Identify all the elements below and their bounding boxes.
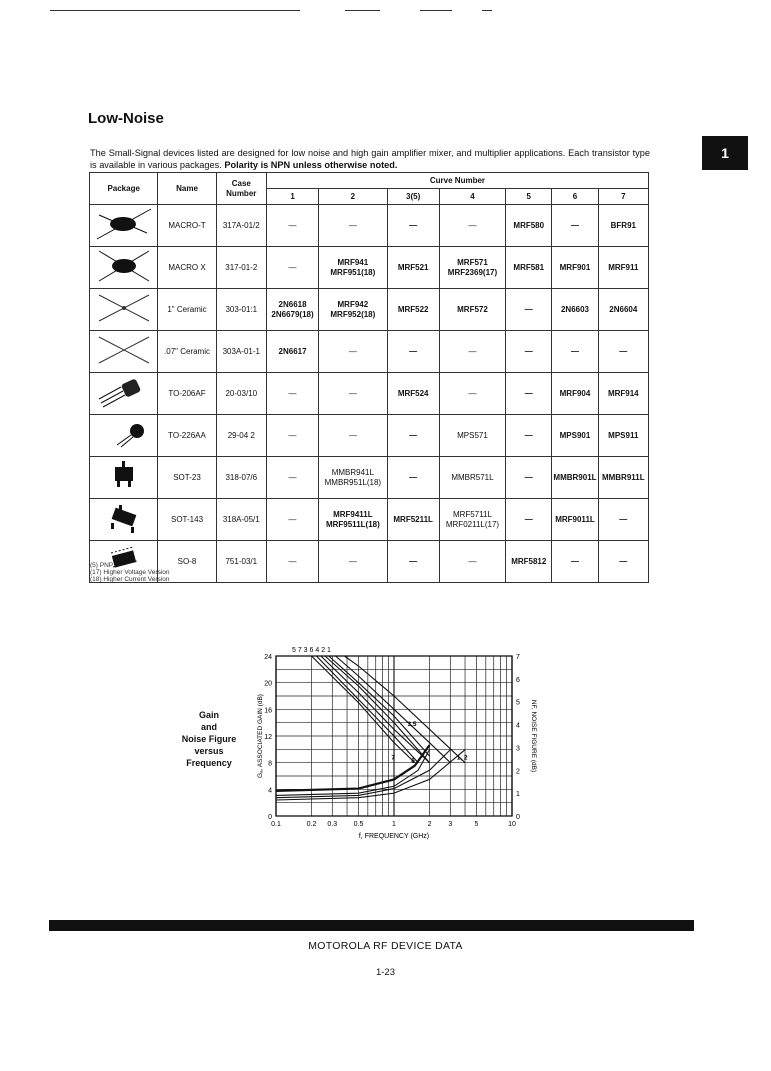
curve-3-cell: MRF524 [387,373,439,415]
header-curve-7: 7 [598,189,648,205]
x-axis-label: f, FREQUENCY (GHz) [358,833,430,840]
curve-3-cell: — [387,457,439,499]
y-right-tick-label: 3 [516,745,520,753]
curve-4-cell: MPS571 [439,415,505,457]
y-left-tick-label: 0 [268,814,272,821]
curve-3-cell: — [387,205,439,247]
curve-7-cell: 2N6604 [598,289,648,331]
small-ceramic-package-icon [93,331,155,369]
curve-5-cell: MRF581 [506,247,552,289]
curve-2-cell: MRF941 MRF951(18) [319,247,387,289]
x-tick-label: 0.5 [353,821,364,828]
curve-7-cell: BFR91 [598,205,648,247]
x-tick-label: 2 [427,821,432,828]
y-right-tick-label: 4 [516,722,520,730]
case-number-cell: 317A-01/2 [216,205,266,247]
caption-line: Gain [198,710,219,720]
table-row [90,415,649,457]
curve-3-cell: — [387,541,439,583]
device-name-cell: 1" Ceramic [158,289,216,331]
y-right-tick-label: 7 [516,654,520,661]
curve-4-cell: MRF572 [439,289,505,331]
nf-curve [276,750,465,800]
header-curve-3: 3(5) [387,189,439,205]
curve-6-cell: 2N6603 [552,289,598,331]
curve-4-cell: — [439,373,505,415]
note: (17) Higher Voltage Version [90,569,170,576]
x-tick-label: 1 [392,821,396,828]
case-number-cell: 318A-05/1 [216,499,266,541]
to206af-package-icon [93,373,155,411]
y-right-tick-label: 5 [516,699,520,707]
curve-2-cell: MRF942 MRF952(18) [319,289,387,331]
header-name: Name [158,173,216,205]
y-right-tick-label: 0 [516,814,520,821]
table-row [90,247,649,289]
curve-6-cell: MPS901 [552,415,598,457]
curve-2-cell: — [319,331,387,373]
to226aa-package-icon [93,415,155,453]
footer-bar [49,920,694,931]
curve-6-cell: MRF9011L [552,499,598,541]
table-row [90,331,649,373]
curve-6-cell: MRF904 [552,373,598,415]
table-row [90,289,649,331]
caption-line: and [200,722,217,732]
curve-5-cell: — [506,499,552,541]
curve-4-cell: MRF571 MRF2369(17) [439,247,505,289]
curve-2-cell: — [319,415,387,457]
curve-1-cell: — [266,415,318,457]
device-name-cell: TO-226AA [158,415,216,457]
curve-3-cell: — [387,415,439,457]
top-rule-right [482,10,492,11]
curve-6-cell: — [552,205,598,247]
caption-line: Frequency [186,758,232,768]
header-case: Case Number [216,173,266,205]
package-cell [90,415,158,457]
package-cell [90,247,158,289]
top-rule-mid2 [420,10,452,11]
y-left-tick-label: 4 [268,787,272,795]
curve-1-cell: 2N6618 2N6679(18) [266,289,318,331]
curve-top-labels: 5 7 3 6 4 2 1 [292,647,331,654]
curve-5-cell: — [506,331,552,373]
section-tab-marker: 1 [702,136,748,170]
y-right-tick-label: 1 [516,791,520,799]
curve-1-cell: — [266,499,318,541]
curve-4-cell: MRF5711L MRF0211L(17) [439,499,505,541]
curve-4-cell: MMBR571L [439,457,505,499]
case-number-cell: 29-04 2 [216,415,266,457]
caption-line: versus [194,746,224,756]
curve-2-cell: — [319,373,387,415]
y-left-tick-label: 20 [264,680,272,688]
table-row [90,499,649,541]
y-left-axis-label: Gₐ, ASSOCIATED GAIN (dB) [257,694,264,778]
gain-curve-4 [329,656,430,756]
curve-6-cell: MRF901 [552,247,598,289]
table-notes [90,562,170,583]
curve-2-cell: — [319,541,387,583]
curve-6-cell: MMBR901L [552,457,598,499]
y-left-tick-label: 8 [268,760,272,768]
curve-1-cell: 2N6617 [266,331,318,373]
device-name-cell: SO-8 [158,541,216,583]
curve-3-cell: MRF5211L [387,499,439,541]
note: (18) Higher Current Version [90,576,170,583]
y-left-tick-label: 16 [264,707,272,715]
package-cell [90,457,158,499]
device-name-cell: .07" Ceramic [158,331,216,373]
header-curve-1: 1 [266,189,318,205]
note: (5) PNP [90,562,114,569]
intro-text: The Small-Signal devices listed are designed for low noise and high gain amplifier mixer, and multiplier applications. Each transistor type is available in various packages. [90,148,650,170]
curve-4-cell: — [439,541,505,583]
gain-noise-chart [248,640,548,850]
curve-7-cell: — [598,331,648,373]
y-right-axis-label: NF, NOISE FIGURE (dB) [530,699,537,773]
macro-x-package-icon [93,247,155,285]
curve-5-cell: MRF580 [506,205,552,247]
sot23-package-icon [93,457,155,495]
curve-6-cell: — [552,541,598,583]
curve-2-cell: — [319,205,387,247]
curve-7-cell: — [598,499,648,541]
curve-7-cell: MRF914 [598,373,648,415]
header-curve-2: 2 [319,189,387,205]
curve-7-cell: MPS911 [598,415,648,457]
package-cell [90,331,158,373]
chart-caption [160,709,258,769]
case-number-cell: 303-01:1 [216,289,266,331]
ceramic-package-icon [93,289,155,327]
curve-1-cell: — [266,247,318,289]
page-number: 1-23 [375,967,395,978]
caption-line: Noise Figure [181,734,237,744]
device-name-cell: MACRO X [158,247,216,289]
device-table [89,172,649,583]
curve-3-cell: — [387,331,439,373]
curve-1-cell: — [266,205,318,247]
footer-title: MOTOROLA RF DEVICE DATA [308,940,463,952]
table-row [90,457,649,499]
curve-4-cell: — [439,205,505,247]
curve-4-cell: — [439,331,505,373]
x-tick-label: 0.3 [327,821,338,828]
device-name-cell: TO-206AF [158,373,216,415]
package-cell [90,205,158,247]
curve-label: 1, 2 [456,754,468,762]
curve-1-cell: — [266,373,318,415]
header-curve-4: 4 [439,189,505,205]
curve-label: 3,5 [407,721,417,728]
top-rule-left [50,10,300,11]
macro-t-package-icon [93,205,155,243]
header-package: Package [90,173,158,205]
package-cell [90,289,158,331]
x-tick-label: 3 [448,821,453,828]
curve-5-cell: MRF5812 [506,541,552,583]
header-curve-5: 5 [506,189,552,205]
package-cell [90,373,158,415]
header-curve-6: 6 [552,189,598,205]
curve-5-cell: — [506,415,552,457]
x-tick-label: 0.1 [271,821,281,828]
nf-curve [276,745,430,791]
intro-bold: Polarity is NPN unless otherwise noted. [224,160,398,170]
table-row [90,373,649,415]
curve-1-cell: — [266,457,318,499]
curve-3-cell: MRF521 [387,247,439,289]
case-number-cell: 751-03/1 [216,541,266,583]
top-rule-mid [345,10,380,11]
case-number-cell: 20-03/10 [216,373,266,415]
y-right-tick-label: 6 [516,676,520,684]
curve-5-cell: — [506,373,552,415]
device-name-cell: MACRO-T [158,205,216,247]
case-number-cell: 317-01-2 [216,247,266,289]
curve-5-cell: — [506,457,552,499]
curve-label: 6 [411,757,415,765]
curve-5-cell: — [506,289,552,331]
curve-7-cell: — [598,541,648,583]
y-right-tick-label: 2 [516,768,520,776]
x-tick-label: 0.2 [306,821,317,828]
device-name-cell: SOT-143 [158,499,216,541]
case-number-cell: 303A-01-1 [216,331,266,373]
sot143-package-icon [93,499,155,537]
y-left-tick-label: 24 [264,654,272,661]
section-title: Low-Noise [88,110,164,127]
curve-label: 7 [391,754,395,762]
x-tick-label: 10 [508,821,516,828]
curve-6-cell: — [552,331,598,373]
curve-2-cell: MMBR941L MMBR951L(18) [319,457,387,499]
intro-paragraph [90,147,650,171]
curve-2-cell: MRF9411L MRF9511L(18) [319,499,387,541]
y-left-tick-label: 12 [264,734,272,741]
x-tick-label: 5 [474,821,479,828]
curve-7-cell: MMBR911L [598,457,648,499]
table-row [90,541,649,583]
case-number-cell: 318-07/6 [216,457,266,499]
curve-3-cell: MRF522 [387,289,439,331]
header-curve-number: Curve Number [266,173,648,189]
curve-7-cell: MRF911 [598,247,648,289]
curve-1-cell: — [266,541,318,583]
table-row [90,205,649,247]
package-cell [90,499,158,541]
device-name-cell: SOT-23 [158,457,216,499]
